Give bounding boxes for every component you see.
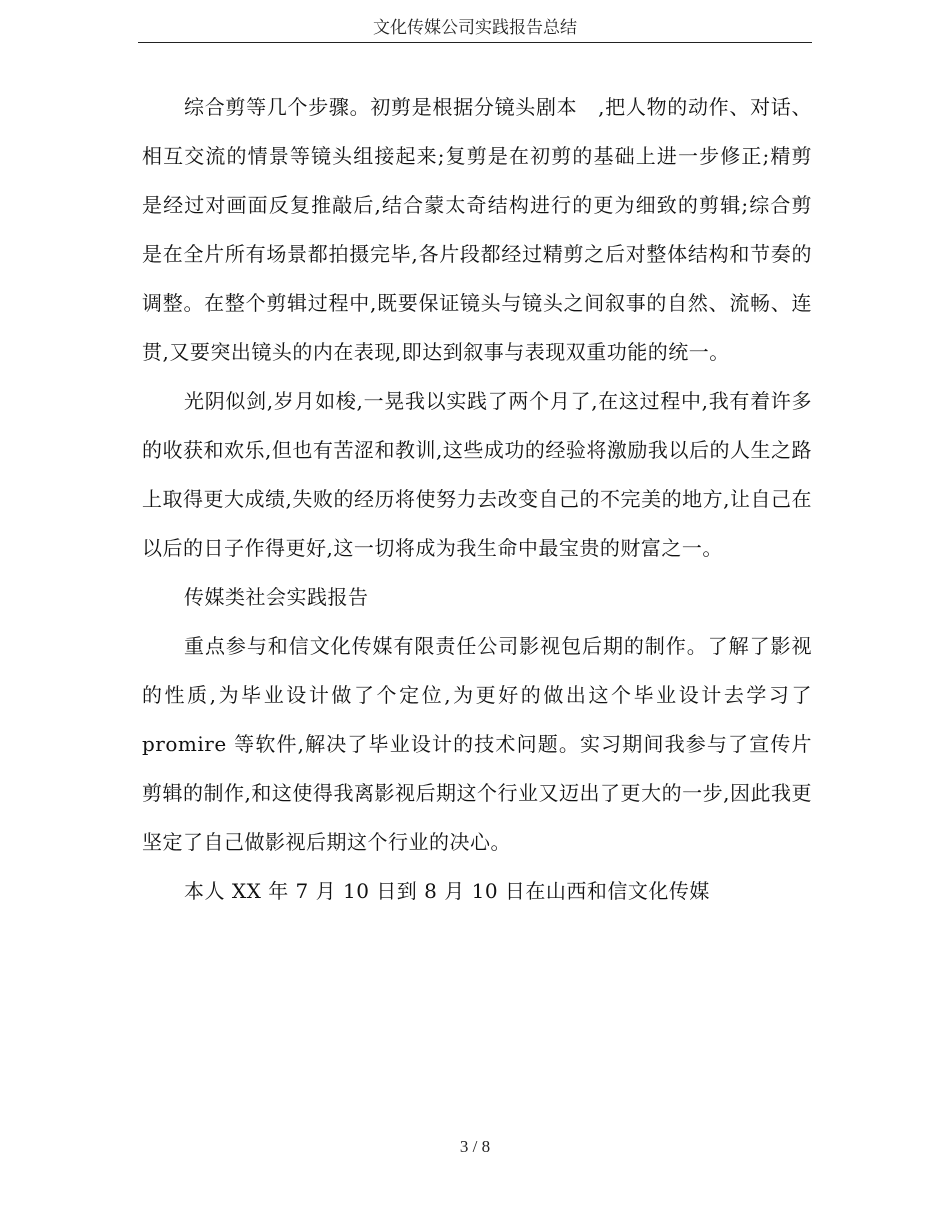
paragraph-editing-steps: 综合剪等几个步骤。初剪是根据分镜头剧本 ,把人物的动作、对话、相互交流的情景等镜头组接起来;复剪是在初剪的基础上进一步修正;精剪是经过对画面反复推敲后,结合蒙太奇结构进行的更为细致的剪辑;综合剪是在全片所有场景都拍摄完毕,各片段都经过精剪之后对整体结构和节奏的调整。在整个剪辑过程中,既要保证镜头与镜头之间叙事的自然、流畅、连贯,又要突出镜头的内在表现,即达到叙事与表现双重功能的统一。 [142, 95, 812, 364]
paragraph-internship-work: 重点参与和信文化传媒有限责任公司影视包后期的制作。了解了影视的性质,为毕业设计做了个定位,为更好的做出这个毕业设计去学习了 promire 等软件,解决了毕业设计的技术问题。实习期间我参与了宣传片剪辑的制作,和这使得我离影视后期这个行业又迈出了更大的一步,因此我更坚定了自己做影视后期这个行业的决心。 [142, 634, 812, 854]
paragraph-reflection: 光阴似剑,岁月如梭,一晃我以实践了两个月了,在这过程中,我有着许多的收获和欢乐,但也有苦涩和教训,这些成功的经验将激励我以后的人生之路上取得更大成绩,失败的经历将使努力去改变自己的不完美的地方,让自己在以后的日子作得更好,这一切将成为我生命中最宝贵的财富之一。 [142, 389, 812, 560]
document-body [142, 83, 812, 916]
page-number: 3 / 8 [459, 1137, 491, 1156]
section-heading: 传媒类社会实践报告 [184, 585, 369, 609]
document-title: 文化传媒公司实践报告总结 [373, 18, 577, 38]
paragraph-internship-dates: 本人 XX 年 7 月 10 日到 8 月 10 日在山西和信文化传媒 [184, 879, 710, 903]
page-header [138, 14, 812, 43]
